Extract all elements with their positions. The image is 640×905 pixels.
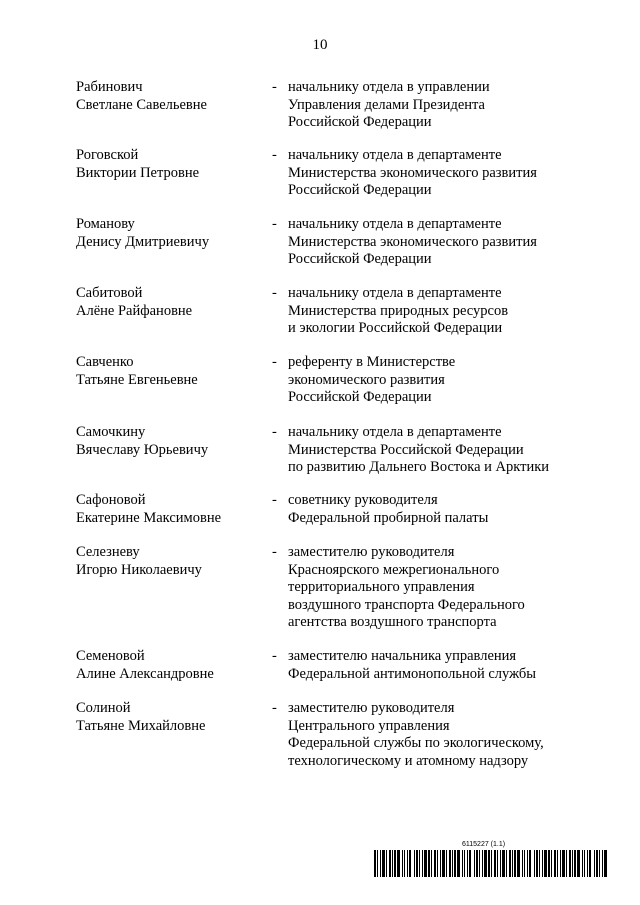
- surname: Савченко: [76, 354, 134, 370]
- given-names: Алёне Райфановне: [76, 302, 193, 319]
- person-name: [76, 147, 266, 182]
- dash-separator: -: [272, 147, 277, 163]
- surname: Семеновой: [76, 648, 145, 664]
- given-names: Светлане Савельевне: [76, 96, 207, 113]
- position-line: Министерства экономического развития: [288, 233, 537, 250]
- person-name: [76, 285, 266, 320]
- position-line: Министерства природных ресурсов: [288, 302, 509, 319]
- position-line: начальнику отдела в департаменте: [288, 285, 502, 301]
- barcode-block: [374, 841, 608, 879]
- person-name: [76, 216, 266, 251]
- position-text: [288, 147, 588, 200]
- dash-separator: -: [272, 424, 277, 440]
- position-line: Федеральной пробирной палаты: [288, 509, 489, 526]
- person-name: [76, 648, 266, 683]
- position-line: советнику руководителя: [288, 492, 438, 508]
- position-line: Российской Федерации: [288, 389, 432, 405]
- given-names: Екатерине Максимовне: [76, 509, 222, 526]
- position-line: заместителю начальника управления: [288, 648, 517, 664]
- surname: Сафоновой: [76, 492, 146, 508]
- person-name: [76, 424, 266, 459]
- position-line: Российской Федерации: [288, 251, 432, 267]
- position-line: начальнику отдела в департаменте: [288, 216, 502, 232]
- given-names: Татьяне Евгеньевне: [76, 371, 198, 388]
- position-line: референту в Министерстве: [288, 354, 456, 370]
- given-names: Татьяне Михайловне: [76, 717, 206, 734]
- barcode-label: 6115227 (1.1): [462, 841, 506, 848]
- position-line: Российской Федерации: [288, 182, 432, 198]
- dash-separator: -: [272, 79, 277, 95]
- position-text: [288, 492, 588, 527]
- position-text: [288, 216, 588, 269]
- position-line: агентства воздушного транспорта: [288, 614, 497, 630]
- position-line: по развитию Дальнего Востока и Арктики: [288, 459, 550, 475]
- position-line: Красноярского межрегионального: [288, 561, 500, 578]
- position-line: воздушного транспорта Федерального: [288, 596, 525, 613]
- position-line: Министерства Российской Федерации: [288, 441, 524, 458]
- given-names: Игорю Николаевичу: [76, 561, 202, 578]
- person-name: [76, 544, 266, 579]
- dash-separator: -: [272, 216, 277, 232]
- position-text: [288, 648, 588, 683]
- given-names: Виктории Петровне: [76, 164, 200, 181]
- position-line: Федеральной антимонопольной службы: [288, 665, 537, 682]
- position-line: начальнику отдела в департаменте: [288, 424, 502, 440]
- position-text: [288, 544, 588, 632]
- position-text: [288, 79, 588, 132]
- position-line: Управления делами Президента: [288, 96, 485, 113]
- position-line: экономического развития: [288, 371, 445, 388]
- position-line: технологическому и атомному надзору: [288, 752, 529, 769]
- surname: Роговской: [76, 147, 139, 163]
- position-line: Министерства экономического развития: [288, 164, 537, 181]
- position-text: [288, 285, 588, 338]
- person-name: [76, 79, 266, 114]
- surname: Самочкину: [76, 424, 146, 440]
- dash-separator: -: [272, 285, 277, 301]
- dash-separator: -: [272, 492, 277, 508]
- surname: Сабитовой: [76, 285, 143, 301]
- person-name: [76, 354, 266, 389]
- surname: Селезневу: [76, 544, 140, 560]
- given-names: Вячеславу Юрьевичу: [76, 441, 209, 458]
- page-number: 10: [312, 37, 328, 53]
- position-line: начальнику отдела в департаменте: [288, 147, 502, 163]
- surname: Романову: [76, 216, 135, 232]
- barcode-image: [374, 850, 608, 877]
- position-line: заместителю руководителя: [288, 700, 455, 716]
- position-line: Центрального управления: [288, 717, 450, 734]
- dash-separator: -: [272, 544, 277, 560]
- surname: Солиной: [76, 700, 131, 716]
- position-line: территориального управления: [288, 579, 475, 595]
- position-text: [288, 354, 588, 407]
- dash-separator: -: [272, 354, 277, 370]
- given-names: Денису Дмитриевичу: [76, 233, 210, 250]
- dash-separator: -: [272, 648, 277, 664]
- position-text: [288, 700, 588, 770]
- dash-separator: -: [272, 700, 277, 716]
- position-line: начальнику отдела в управлении: [288, 79, 490, 95]
- given-names: Алине Александровне: [76, 665, 214, 682]
- position-text: [288, 424, 588, 477]
- person-name: [76, 700, 266, 735]
- position-line: Федеральной службы по экологическому,: [288, 735, 544, 751]
- position-line: Российской Федерации: [288, 114, 432, 130]
- position-line: и экологии Российской Федерации: [288, 320, 503, 336]
- surname: Рабинович: [76, 79, 143, 95]
- position-line: заместителю руководителя: [288, 544, 455, 560]
- person-name: [76, 492, 266, 527]
